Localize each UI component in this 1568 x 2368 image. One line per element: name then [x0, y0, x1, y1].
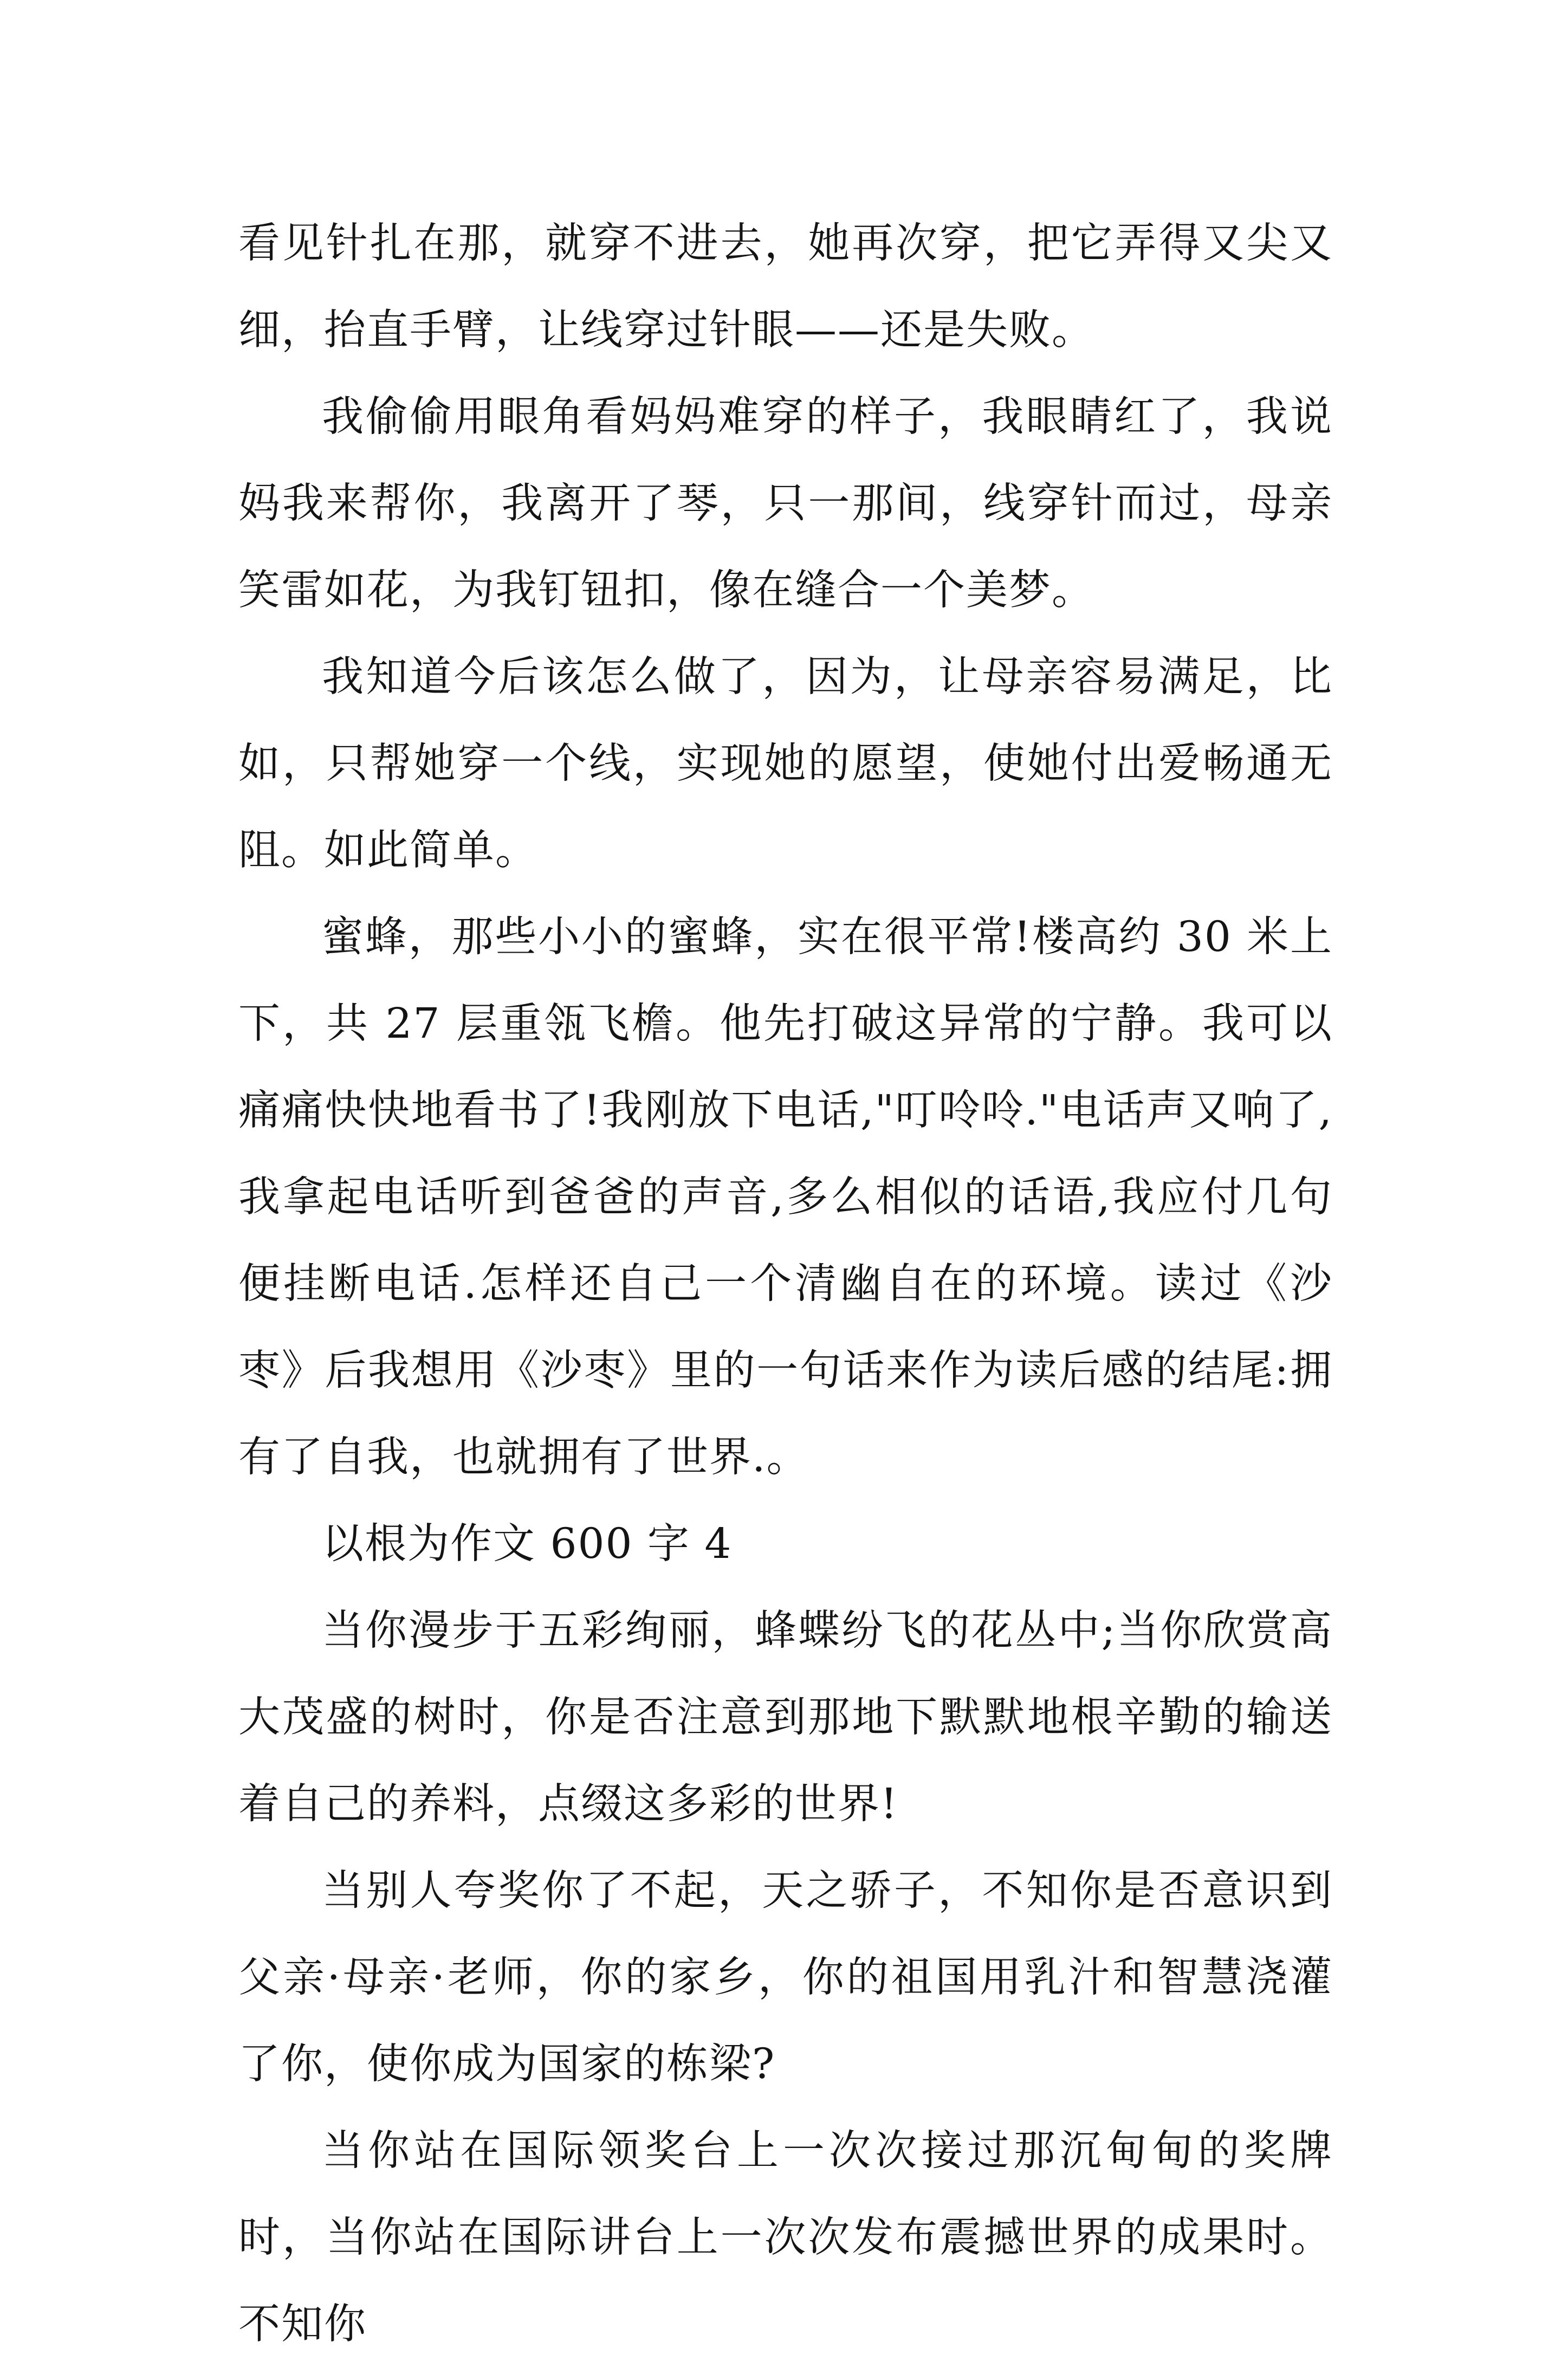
document-body — [238, 200, 1333, 2368]
section-paragraph-3: 当你站在国际领奖台上一次次接过那沉甸甸的奖牌时，当你站在国际讲台上一次次发布震撼世界的成果时。不知你 — [238, 2127, 1333, 2348]
section-paragraph-2: 当别人夸奖你了不起，天之骄子，不知你是否意识到父亲·母亲·老师，你的家乡，你的祖国用乳汁和智慧浇灌了你，使你成为国家的栋梁? — [238, 1867, 1333, 2088]
paragraph-3: 我知道今后该怎么做了，因为，让母亲容易满足，比如，只帮她穿一个线，实现她的愿望，使她付出爱畅通无阻。如此简单。 — [238, 653, 1333, 875]
paragraph-4: 蜜蜂，那些小小的蜜蜂，实在很平常!楼高约 30 米上下，共 27 层重瓴飞檐。他先打破这异常的宁静。我可以痛痛快快地看书了!我刚放下电话,"叮呤呤."电话声又响了,我拿起电话听到爸爸的声音,多么相似的话语,我应付几句便挂断电话.怎样还自己一个清幽自在的环境。读过《沙枣》后我想用《沙枣》里的一句话来作为读后感的结尾:拥有了自我，也就拥有了世界.。 — [238, 913, 1333, 1481]
paragraph-2: 我偷偷用眼角看妈妈难穿的样子，我眼睛红了，我说妈我来帮你，我离开了琴，只一那间，线穿针而过，母亲笑雷如花，为我钉钮扣，像在缝合一个美梦。 — [238, 393, 1333, 614]
section-paragraph-1: 当你漫步于五彩绚丽，蜂蝶纷飞的花丛中;当你欣赏高大茂盛的树时，你是否注意到那地下默默地根辛勤的输送着自己的养料，点缀这多彩的世界! — [238, 1607, 1333, 1828]
paragraph-1: 看见针扎在那，就穿不进去，她再次穿，把它弄得又尖又细，抬直手臂，让线穿过针眼——还是失败。 — [238, 219, 1333, 354]
section-title: 以根为作文 600 字 4 — [322, 1520, 733, 1568]
